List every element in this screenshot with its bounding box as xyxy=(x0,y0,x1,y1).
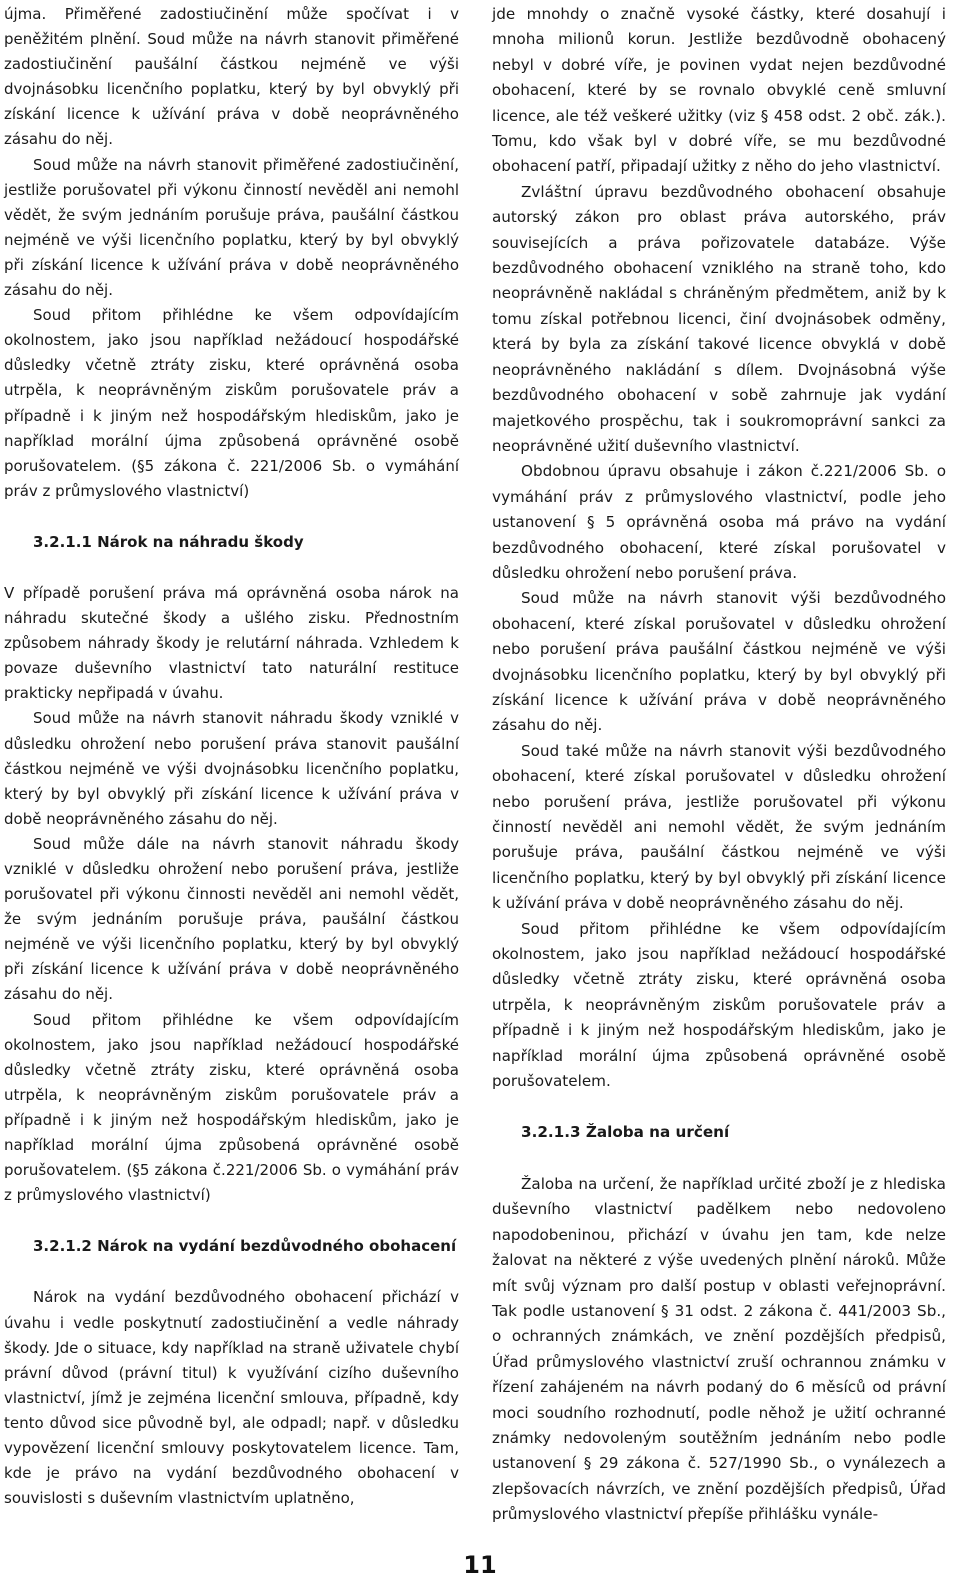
spacer xyxy=(492,1146,946,1172)
paragraph: Nárok na vydání bezdůvodného obohacení přichází v úvahu i vedle poskytnutí zadostiučinění a vedle náhrady škody. Jde o situace, kdy například na straně uživatele chybí právní důvod (právní titul) k využívání cizího duševního vlastnictví, jímž je zejména licenční smlouva, případně, kdy tento důvod sice původně byl, ale odpadl; např. v důsledku vypovězení licenční smlouvy poskytovatelem licence. Tam, kde je právo na vydání bezdůvodného obohacení v souvislosti s duševním vlastnictvím uplatněno, xyxy=(4,1288,459,1508)
spacer xyxy=(4,555,459,581)
section-heading: 3.2.1.3 Žaloba na určení xyxy=(521,1123,730,1142)
spacer xyxy=(492,1094,946,1120)
right-column xyxy=(492,2,946,1528)
paragraph: újma. Přiměřené zadostiučinění může spočívat i v peněžitém plnění. Soud může na návrh stanovit přiměřené zadostiučinění paušální částkou nejméně ve výši dvojnásobku licenčního poplatku, který by byl obvyklý při získání licence k užívání práva v době neoprávněného zásahu do něj. xyxy=(4,5,459,149)
paragraph: Soud může na návrh stanovit náhradu škody vzniklé v důsledku ohrožení nebo porušení práva stanovit paušální částkou nejméně ve výši dvojnásobku licenčního poplatku, který by byl obvyklý při získání licence k užívání práva v době neoprávněného zásahu do něj. xyxy=(4,709,459,828)
left-column xyxy=(4,2,459,1511)
paragraph: Soud může na návrh stanovit přiměřené zadostiučinění, jestliže porušovatel při výkonu činností nevěděl ani nemohl vědět, že svým jednáním porušuje práva, paušální částkou nejméně ve výši licenčního poplatku, který by byl obvyklý při získání licence k užívání práva v době neoprávněného zásahu do něj. xyxy=(4,155,459,300)
spacer xyxy=(4,1259,459,1285)
spacer xyxy=(4,1208,459,1234)
paragraph: Soud může dále na návrh stanovit náhradu škody vzniklé v důsledku ohrožení nebo porušení práva, jestliže porušovatel při výkonu činnosti nevěděl ani nemohl vědět, že svým jednáním porušuje práva, paušální částkou nejméně ve výši licenčního poplatku, který by byl obvyklý při získání licence k užívání práva v době neoprávněného zásahu do něj. xyxy=(4,834,459,1004)
paragraph: Soud může na návrh stanovit výši bezdůvodného obohacení, které získal porušovatel v důsledku ohrožení nebo porušení práva paušální částkou nejméně ve výši dvojnásobku licenčního poplatku, který by byl obvyklý při získání licence k užívání práva v době neoprávněného zásahu do něj. xyxy=(492,589,946,735)
paragraph: Soud přitom přihlédne ke všem odpovídajícím okolnostem, jako jsou například nežádoucí hospodářské důsledky včetně ztráty zisku, které oprávněná osoba utrpěla, k neoprávněným ziskům porušovatele práv a případně i k jiným než hospodářským hlediskům, jako je například morální újma způsobená oprávněné osobě porušovatelem. (§5 zákona č.221/2006 Sb. o vymáhání práv z průmyslového vlastnictví) xyxy=(4,1010,459,1205)
paragraph: Žaloba na určení, že například určité zboží je z hlediska duševního vlastnictví padělkem nebo nedovoleno napodobeninou, přichází v úvahu jen tam, kde nelze žalovat na některé z výše uvedených plnění nároků. Může mít svůj význam pro další postup v oblasti veřejnoprávní. Tak podle ustanovení § 31 odst. 2 zákona č. 441/2003 Sb., o ochranných známkách, ve znění pozdějších předpisů, Úřad průmyslového vlastnictví zruší ochrannou známku v řízení zahájeném na návrh podaný do 6 měsíců od právní moci soudního rozhodnutí, podle něhož je užití ochranné známky nedovoleným soutěžním jednáním nebo podle ustanovení § 29 zákona č. 527/1990 Sb., o vynálezech a zlepšovacích návrzích, ve znění pozdějších předpisů, Úřad průmyslového vlastnictví přepíše přihlášku vynále- xyxy=(492,1174,946,1524)
spacer xyxy=(4,504,459,530)
section-heading: 3.2.1.2 Nárok na vydání bezdůvodného obohacení xyxy=(33,1237,457,1256)
paragraph: Soud také může na návrh stanovit výši bezdůvodného obohacení, které získal porušovatel v důsledku ohrožení nebo porušení práva, jestliže porušovatel při výkonu činností nevěděl ani nemohl vědět, že svým jednáním porušuje práva, paušální částkou nejméně ve výši licenčního poplatku, který by byl obvyklý při získání licence k užívání práva v době neoprávněného zásahu do něj. xyxy=(492,741,946,913)
section-heading: 3.2.1.1 Nárok na náhradu škody xyxy=(33,532,304,551)
paragraph: Soud přitom přihlédne ke všem odpovídajícím okolnostem, jako jsou například nežádoucí hospodářské důsledky včetně ztráty zisku, které oprávněná osoba utrpěla, k neoprávněným ziskům porušovatele práv a případně i k jiným než hospodářským hlediskům, jako je například morální újma způsobená oprávněné osobě porušovatelem. (§5 zákona č. 221/2006 Sb. o vymáhání práv z průmyslového vlastnictví) xyxy=(4,306,459,500)
paragraph: Soud přitom přihlédne ke všem odpovídajícím okolnostem, jako jsou například nežádoucí hospodářské důsledky včetně ztráty zisku, které oprávněná osoba utrpěla, k neoprávněným ziskům porušovatele práv a případně i k jiným než hospodářským hlediskům, jako je například morální újma způsobená oprávněné osobě porušovatelem. xyxy=(492,919,946,1091)
paragraph: V případě porušení práva má oprávněná osoba nárok na náhradu skutečné škody a ušlého zisku. Přednostním způsobem náhrady škody je relutární náhrada. Vzhledem k povaze duševního vlastnictví tato naturální restituce prakticky nepřipadá v úvahu. xyxy=(4,583,459,703)
paragraph: jde mnohdy o značně vysoké částky, které dosahují i mnoha milionů korun. Jestliže bezdůvodně obohacený nebyl v dobré víře, je povinen vydat nejen bezdůvodné obohacení, které by se rovnalo obvyklé ceně smluvní licence, ale též veškeré užitky (viz § 458 odst. 2 obč. zák.). Tomu, kdo však byl v dobré víře, se mu bezdůvodné obohacení patří, připadají užitky z něho do jeho vlastnictví. xyxy=(492,5,946,176)
paragraph: Zvláštní úpravu bezdůvodného obohacení obsahuje autorský zákon pro oblast práva autorského, práv souvisejících a práva pořizovatele databáze. Výše bezdůvodného obohacení vzniklého na straně toho, kdo neoprávněně nakládal s chráněným předmětem, aniž by k tomu získal potřebnou licenci, činí dvojnásobek odměny, která by byla za získání takové licence obvyklá v době neoprávněného nakládání s dílem. Dvojnásobná výše bezdůvodného obohacení v sobě zahrnuje jak vydání majetkového prospěchu, tak i soukromoprávní sankci za neoprávněné užití duševního vlastnictví. xyxy=(492,182,946,455)
paragraph: Obdobnou úpravu obsahuje i zákon č.221/2006 Sb. o vymáhání práv z průmyslového vlastnictví, podle jeho ustanovení § 5 oprávněná osoba má právo na vydání bezdůvodného obohacení, které získal porušovatel v důsledku ohrožení nebo porušení práva. xyxy=(492,462,946,582)
page-number: 11 xyxy=(463,1551,497,1579)
